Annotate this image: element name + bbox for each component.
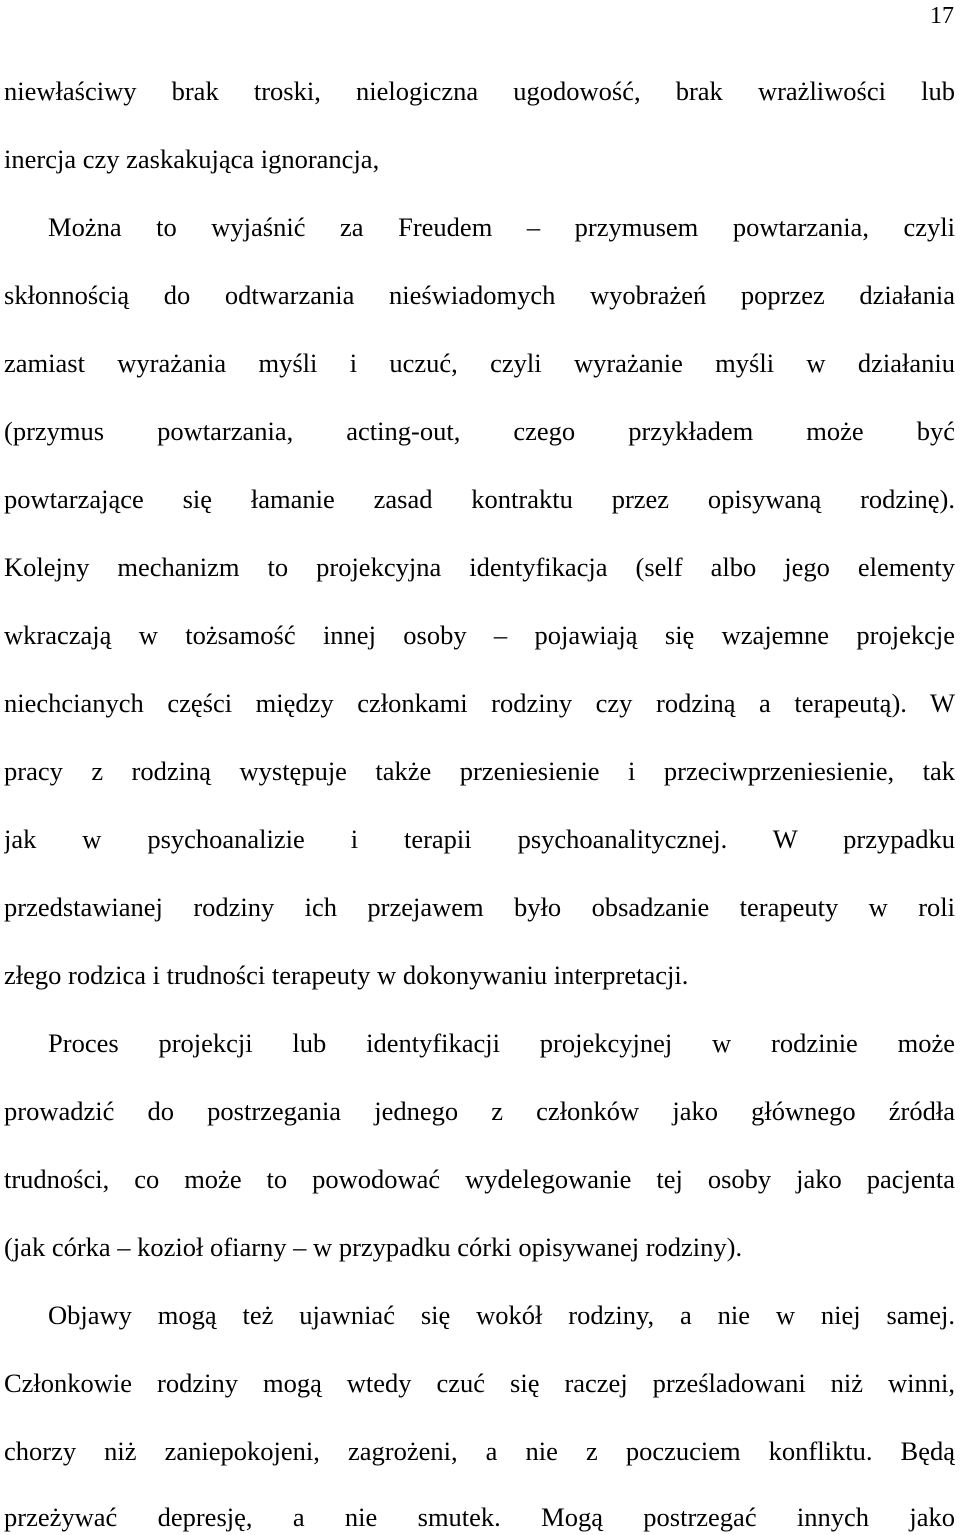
text-line: Można to wyjaśnić za Freudem – przymusem powtarzania, czyli — [48, 212, 955, 242]
text-line: jak w psychoanalizie i terapii psychoanalitycznej. W przypadku — [4, 824, 955, 854]
text-line: przedstawianej rodziny ich przejawem było obsadzanie terapeuty w roli — [4, 892, 955, 922]
text-line: trudności, co może to powodować wydelegowanie tej osoby jako pacjenta — [4, 1164, 955, 1194]
text-line: złego rodzica i trudności terapeuty w dokonywaniu interpretacji. — [4, 960, 689, 990]
text-line: Członkowie rodziny mogą wtedy czuć się raczej prześladowani niż winni, — [4, 1368, 955, 1398]
text-line: powtarzające się łamanie zasad kontraktu przez opisywaną rodzinę). — [4, 484, 955, 514]
text-line: pracy z rodziną występuje także przeniesienie i przeciwprzeniesienie, tak — [4, 756, 955, 786]
text-line: chorzy niż zaniepokojeni, zagrożeni, a nie z poczuciem konfliktu. Będą — [4, 1436, 955, 1466]
text-line: skłonnością do odtwarzania nieświadomych wyobrażeń poprzez działania — [4, 280, 955, 310]
text-line: przeżywać depresję, a nie smutek. Mogą postrzegać innych jako — [4, 1502, 955, 1532]
text-line: niewłaściwy brak troski, nielogiczna ugodowość, brak wrażliwości lub — [4, 76, 955, 106]
text-line: (jak córka – kozioł ofiarny – w przypadku córki opisywanej rodziny). — [4, 1232, 743, 1262]
text-line: (przymus powtarzania, acting-out, czego przykładem może być — [4, 416, 955, 446]
text-line: wkraczają w tożsamość innej osoby – pojawiają się wzajemne projekcje — [4, 620, 955, 650]
text-line: inercja czy zaskakująca ignorancja, — [4, 144, 380, 174]
text-line: zamiast wyrażania myśli i uczuć, czyli wyrażanie myśli w działaniu — [4, 348, 955, 378]
text-line: prowadzić do postrzegania jednego z członków jako głównego źródła — [4, 1096, 955, 1126]
page-number: 17 — [930, 3, 954, 29]
text-line: Proces projekcji lub identyfikacji projekcyjnej w rodzinie może — [48, 1028, 955, 1058]
text-line: Objawy mogą też ujawniać się wokół rodziny, a nie w niej samej. — [48, 1300, 955, 1330]
text-line: niechcianych części między członkami rodziny czy rodziną a terapeutą). W — [4, 688, 955, 718]
text-line: Kolejny mechanizm to projekcyjna identyfikacja (self albo jego elementy — [4, 552, 955, 582]
